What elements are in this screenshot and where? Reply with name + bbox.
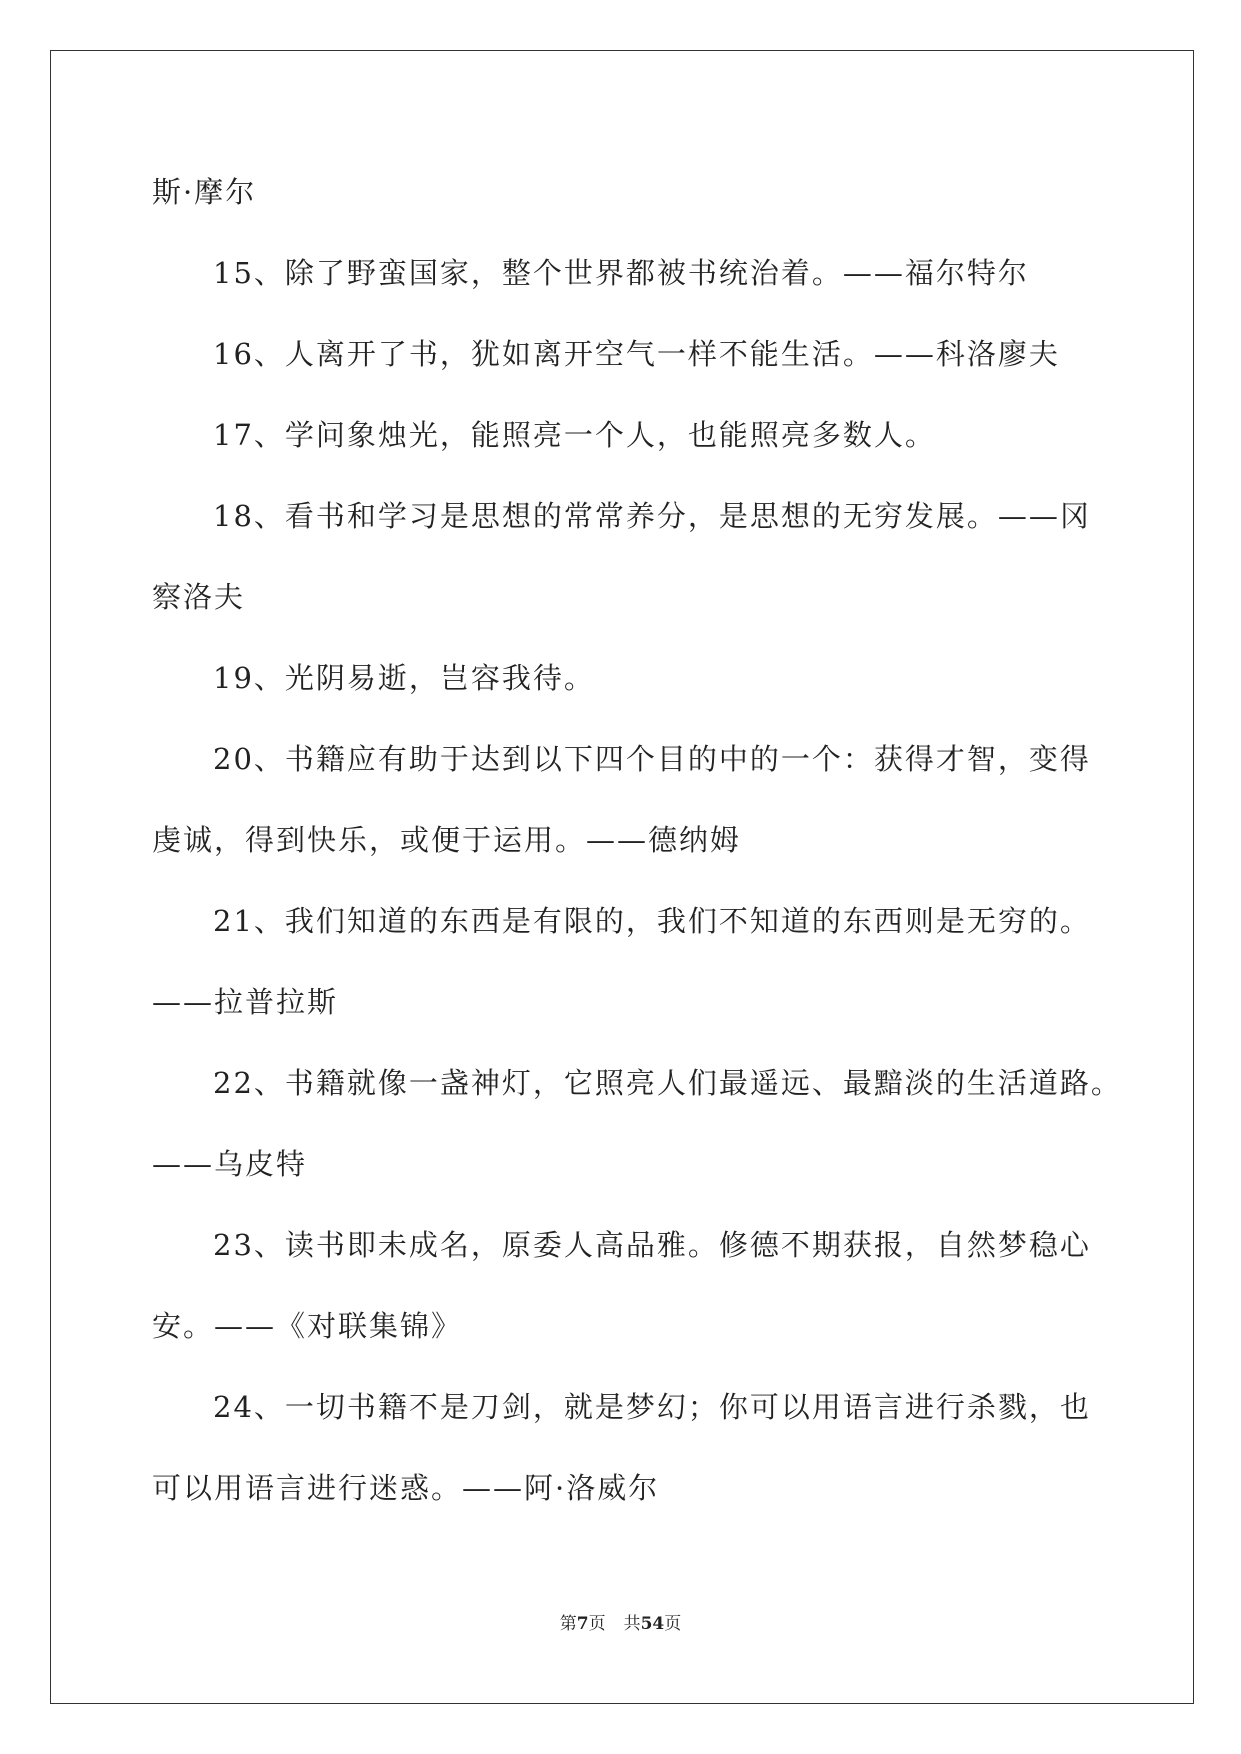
text-line: 22、书籍就像一盏神灯，它照亮人们最遥远、最黯淡的生活道路。 bbox=[213, 1066, 1122, 1100]
text-line: ——拉普拉斯 bbox=[152, 985, 339, 1019]
text-line: ——乌皮特 bbox=[152, 1147, 308, 1181]
text-line: 20、书籍应有助于达到以下四个目的中的一个：获得才智，变得 bbox=[213, 742, 1091, 776]
text-line: 23、读书即未成名，原委人高品雅。修德不期获报，自然梦稳心 bbox=[213, 1228, 1091, 1262]
page-prefix: 第 bbox=[559, 1614, 577, 1634]
total-prefix: 共 bbox=[623, 1614, 641, 1634]
page-number: 7 bbox=[576, 1614, 589, 1634]
total-pages: 54 bbox=[640, 1614, 665, 1634]
text-line: 察洛夫 bbox=[152, 580, 246, 614]
page-suffix: 页 bbox=[588, 1614, 606, 1634]
page-border bbox=[50, 50, 1194, 1704]
text-line: 17、学问象烛光，能照亮一个人，也能照亮多数人。 bbox=[213, 418, 936, 452]
total-suffix: 页 bbox=[664, 1614, 682, 1634]
text-line: 安。——《对联集锦》 bbox=[152, 1309, 463, 1343]
text-line: 可以用语言进行迷惑。——阿·洛威尔 bbox=[152, 1471, 660, 1505]
text-line: 21、我们知道的东西是有限的，我们不知道的东西则是无穷的。 bbox=[213, 904, 1091, 938]
text-line: 虔诚，得到快乐，或便于运用。——德纳姆 bbox=[152, 823, 742, 857]
text-line: 19、光阴易逝，岂容我待。 bbox=[213, 661, 595, 695]
text-line: 18、看书和学习是思想的常常养分，是思想的无穷发展。——冈 bbox=[213, 499, 1091, 533]
text-line: 斯·摩尔 bbox=[152, 175, 257, 209]
text-line: 16、人离开了书，犹如离开空气一样不能生活。——科洛廖夫 bbox=[213, 337, 1060, 371]
text-line: 24、一切书籍不是刀剑，就是梦幻；你可以用语言进行杀戮，也 bbox=[213, 1390, 1091, 1424]
text-line: 15、除了野蛮国家，整个世界都被书统治着。——福尔特尔 bbox=[213, 256, 1029, 290]
page-footer bbox=[0, 1612, 1241, 1636]
